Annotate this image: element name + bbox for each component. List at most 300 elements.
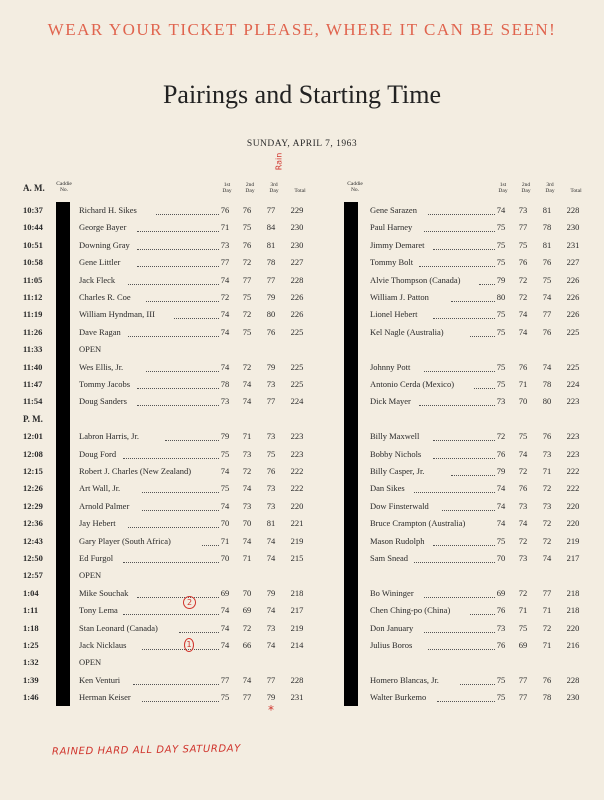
day3-score: 84 [266,222,276,233]
day3-score: 77 [266,396,276,407]
player-name: Dan Sikes [370,483,405,494]
day1-score: 77 [220,674,230,685]
player-name: William J. Patton [370,292,429,302]
leader-dots [123,458,219,459]
day3-score: 76 [542,257,552,268]
day3-header-left: 3rd Day [269,182,279,194]
player-name: Richard H. Sikes [79,205,137,215]
leader-dots [137,231,219,232]
leader-dots [137,405,219,406]
day3-score: 73 [266,379,276,389]
total-score: 231 [290,692,304,703]
player-name: Mason Rudolph [370,535,425,546]
player-name: Billy Maxwell [370,431,420,442]
day1-score: 70 [496,553,506,563]
day1-score: 71 [220,222,230,233]
player-name: Alvie Thompson (Canada) [370,274,461,285]
tee-time: 1:25 [23,640,39,650]
player-name: Stan Leonard (Canada) [79,622,158,633]
total-score: 224 [566,379,580,389]
leader-dots [142,701,219,702]
day2-score: 77 [518,692,528,703]
player-name: Bruce Crampton (Australia) [370,518,466,529]
caddie-header-left: Caddie No. [56,181,72,193]
player-name: George Bayer [79,222,127,233]
leader-dots [424,371,495,372]
leader-dots [142,492,219,493]
day2-score: 74 [242,674,252,685]
tee-time: 10:44 [23,222,43,233]
player-name: Chen Ching-po (China) [370,605,451,616]
day1-score: 75 [496,239,506,250]
day1-score: 74 [496,500,506,511]
day3-score: 76 [266,326,276,337]
day2-score: 69 [242,605,252,616]
total-score: 219 [290,535,304,546]
day2-score: 72 [518,535,528,546]
handwritten-rain-note: Rain [274,152,284,171]
day2-score: 74 [518,326,528,337]
day2-score: 76 [242,205,252,215]
day1-score: 74 [220,500,230,511]
leader-dots [142,649,219,650]
tee-time: 11:54 [23,396,43,407]
player-name: Antonio Cerda (Mexico) [370,379,455,389]
day1-score: 80 [496,292,506,302]
day1-score: 75 [220,483,230,494]
total-score: 230 [290,239,304,250]
total-header-right: Total [570,188,582,194]
player-name: Robert J. Charles (New Zealand) [79,466,192,476]
day2-score: 75 [242,292,252,302]
total-score: 222 [290,483,304,494]
total-score: 220 [290,500,304,511]
day3-score: 74 [542,292,552,302]
tee-time: 12:01 [23,431,43,442]
tee-time: 11:40 [23,361,43,372]
player-name: Jimmy Demaret [370,239,425,250]
day3-score: 81 [542,239,552,250]
day1-score: 74 [220,605,230,616]
tee-time: 11:47 [23,379,43,389]
total-score: 225 [566,326,580,337]
day3-score: 78 [542,222,552,233]
leader-dots [433,458,495,459]
day2-score: 69 [518,640,528,650]
leader-dots [414,562,495,563]
handwritten-circle-2: 2 [183,596,196,609]
day2-score: 72 [242,466,252,476]
player-name: Homero Blancas, Jr. [370,674,439,685]
day2-score: 72 [242,361,252,372]
tee-time: 1:46 [23,692,39,703]
day3-score: 78 [266,257,276,268]
total-score: 223 [566,448,580,459]
day2-score: 76 [518,361,528,372]
day2-score: 71 [518,379,528,389]
tee-time: 1:18 [23,622,39,633]
day2-score: 74 [518,309,528,320]
leader-dots [137,597,219,598]
total-score: 221 [290,518,304,529]
leader-dots [146,301,219,302]
player-name: Ken Venturi [79,674,121,685]
day2-score: 75 [518,431,528,442]
page-title: Pairings and Starting Time [162,80,442,109]
handwritten-asterisk: * [268,703,274,717]
day1-score: 75 [496,257,506,268]
day2-score: 70 [518,396,528,407]
day1-score: 73 [220,396,230,407]
day3-score: 79 [266,361,276,372]
leader-dots [128,336,219,337]
day2-score: 71 [242,553,252,563]
leader-dots [137,249,219,250]
day3-score: 74 [266,640,276,650]
day3-score: 74 [542,361,552,372]
day1-score: 74 [220,361,230,372]
tee-time: 12:43 [23,535,43,546]
leader-dots [174,318,219,319]
day3-score: 79 [266,692,276,703]
day1-score: 75 [496,361,506,372]
player-name: Downing Gray [79,239,130,250]
total-score: 218 [566,587,580,598]
player-name: Gene Littler [79,257,121,268]
day3-score: 72 [542,518,552,529]
handwritten-footer-note: RAINED HARD ALL DAY SATURDAY [51,743,241,758]
day3-score: 71 [542,640,552,650]
player-name: Tommy Bolt [370,257,414,268]
day3-score: 77 [266,205,276,215]
day3-score: 74 [542,553,552,563]
tee-time: 10:37 [23,205,43,215]
day2-score: 74 [518,448,528,459]
leader-dots [433,440,495,441]
tee-time: 12:15 [23,466,43,476]
player-name: Billy Casper, Jr. [370,466,425,476]
day3-score: 73 [266,483,276,494]
day1-header-right: 1st Day [498,182,508,194]
tee-time: 11:05 [23,274,43,285]
day3-score: 77 [266,674,276,685]
leader-dots [156,214,219,215]
leader-dots [424,231,495,232]
day2-score: 76 [242,239,252,250]
day1-score: 76 [496,640,506,650]
day3-score: 73 [266,622,276,633]
day3-score: 74 [266,605,276,616]
leader-dots [146,371,219,372]
total-score: 227 [566,257,580,268]
player-name: Tony Lema [79,605,118,616]
day3-score: 76 [266,466,276,476]
handwritten-circle-1: 1 [184,638,194,652]
day1-score: 75 [496,674,506,685]
total-score: 223 [290,431,304,442]
leader-dots [123,614,219,615]
day1-score: 72 [496,431,506,442]
total-score: 222 [290,466,304,476]
player-name: Johnny Pott [370,361,411,372]
day1-score: 75 [496,379,506,389]
leader-dots [128,284,219,285]
day2-score: 75 [242,222,252,233]
day2-score: 70 [242,518,252,529]
tee-time: 11:12 [23,292,43,302]
player-name: Gene Sarazen [370,205,417,215]
tee-time: 1:11 [23,605,39,616]
day3-score: 79 [266,292,276,302]
total-score: 220 [566,500,580,511]
leader-dots [165,440,219,441]
day1-score: 79 [220,431,230,442]
day3-score: 77 [542,587,552,598]
leader-dots [419,266,495,267]
tee-time: 1:04 [23,587,39,598]
day1-score: 70 [220,553,230,563]
day3-score: 80 [266,309,276,320]
day1-score: 75 [496,326,506,337]
day2-score: 75 [518,239,528,250]
tee-time: 10:51 [23,239,43,250]
player-name: Lionel Hebert [370,309,418,320]
leader-dots [123,562,219,563]
day2-score: 70 [242,587,252,598]
day3-score: 75 [266,448,276,459]
total-score: 222 [566,466,580,476]
leader-dots [437,701,495,702]
day2-score: 73 [242,448,252,459]
day1-score: 74 [220,309,230,320]
day3-score: 78 [542,379,552,389]
day1-score: 74 [220,640,230,650]
day2-score: 72 [518,466,528,476]
total-score: 226 [566,309,580,320]
total-score: 218 [566,605,580,616]
day3-score: 75 [542,274,552,285]
day3-score: 72 [542,622,552,633]
day1-score: 74 [496,205,506,215]
tee-time: 12:26 [23,483,43,494]
player-name: Ed Furgol [79,553,114,563]
day2-score: 74 [242,535,252,546]
day1-score: 75 [496,692,506,703]
player-name: Art Wall, Jr. [79,483,121,494]
day3-score: 81 [266,518,276,529]
tee-time: 12:57 [23,570,43,581]
total-score: 217 [566,553,580,563]
tee-time: 1:39 [23,674,39,685]
leader-dots [419,405,495,406]
player-name: Don January [370,622,414,633]
day1-score: 73 [496,622,506,633]
pm-label: P. M. [23,413,43,424]
player-name: Arnold Palmer [79,500,130,511]
day3-score: 78 [542,692,552,703]
leader-dots [414,492,495,493]
day3-score: 79 [266,587,276,598]
day3-score: 73 [266,431,276,442]
day1-score: 74 [220,466,230,476]
open-slot: OPEN [79,657,102,668]
total-score: 220 [566,518,580,529]
player-name: Jay Hebert [79,518,116,529]
day2-score: 77 [518,674,528,685]
total-score: 219 [566,535,580,546]
player-name: Walter Burkemo [370,692,427,703]
total-score: 223 [290,448,304,459]
player-name: Bobby Nichols [370,448,422,459]
day2-score: 74 [242,379,252,389]
total-score: 230 [290,222,304,233]
total-score: 219 [290,622,304,633]
caddie-numbers-redacted-right [344,202,358,706]
day1-score: 74 [220,326,230,337]
day2-header-right: 2nd Day [521,182,531,194]
day2-score: 73 [242,500,252,511]
day1-score: 70 [220,518,230,529]
player-name: Paul Harney [370,222,413,233]
total-score: 225 [290,326,304,337]
day2-score: 77 [518,222,528,233]
day1-score: 75 [220,448,230,459]
total-score: 224 [290,396,304,407]
day1-score: 71 [220,535,230,546]
player-name: Wes Ellis, Jr. [79,361,124,372]
day3-score: 71 [542,605,552,616]
leader-dots [451,475,495,476]
player-name: Kel Nagle (Australia) [370,326,444,337]
day2-score: 71 [518,605,528,616]
day2-score: 74 [242,396,252,407]
day2-score: 72 [518,292,528,302]
day3-score: 76 [542,326,552,337]
leader-dots [428,649,495,650]
player-name: Labron Harris, Jr. [79,431,139,442]
leader-dots [424,632,495,633]
total-score: 226 [566,292,580,302]
day1-score: 79 [496,466,506,476]
day3-score: 81 [266,239,276,250]
day2-score: 73 [518,205,528,215]
tee-time: 12:08 [23,448,43,459]
day1-score: 73 [220,239,230,250]
day1-score: 74 [220,622,230,633]
day3-header-right: 3rd Day [545,182,555,194]
total-score: 231 [566,239,580,250]
tee-time: 11:33 [23,344,43,355]
total-score: 228 [290,674,304,685]
tee-time: 11:19 [23,309,43,320]
total-score: 223 [566,396,580,407]
leader-dots [128,527,219,528]
leader-dots [442,510,495,511]
day2-score: 72 [518,587,528,598]
day2-score: 77 [242,692,252,703]
day1-score: 76 [220,205,230,215]
total-score: 216 [566,640,580,650]
leader-dots [460,684,495,685]
day3-score: 73 [542,500,552,511]
total-score: 227 [290,257,304,268]
total-score: 225 [566,361,580,372]
day2-score: 72 [242,622,252,633]
day3-score: 73 [266,500,276,511]
player-name: Jack Fleck [79,274,116,285]
day2-score: 72 [242,309,252,320]
day1-score: 75 [496,535,506,546]
tee-time: 12:36 [23,518,43,529]
day2-score: 73 [518,500,528,511]
total-score: 217 [290,605,304,616]
day1-score: 75 [496,222,506,233]
open-slot: OPEN [79,344,102,355]
day3-score: 73 [542,448,552,459]
total-score: 218 [290,587,304,598]
day1-score: 76 [496,605,506,616]
total-score: 215 [290,553,304,563]
total-score: 229 [290,205,304,215]
leader-dots [424,597,495,598]
day1-score: 74 [220,274,230,285]
day1-score: 69 [220,587,230,598]
leader-dots [433,318,495,319]
day2-score: 75 [518,622,528,633]
total-score: 230 [566,692,580,703]
leader-dots [179,632,219,633]
ticket-banner: WEAR YOUR TICKET PLEASE, WHERE IT CAN BE SEEN! [47,20,557,39]
tee-time: 11:26 [23,326,43,337]
total-score: 214 [290,640,304,650]
total-score: 225 [290,379,304,389]
player-name: Jack Nicklaus [79,640,127,650]
day1-score: 76 [496,448,506,459]
day3-score: 74 [266,553,276,563]
player-name: Gary Player (South Africa) [79,535,171,546]
total-score: 226 [566,274,580,285]
day1-score: 78 [220,379,230,389]
total-score: 226 [290,292,304,302]
player-name: Charles R. Coe [79,292,131,302]
player-name: Dick Mayer [370,396,411,407]
player-name: Tommy Jacobs [79,379,131,389]
day2-score: 76 [518,257,528,268]
day2-score: 74 [518,518,528,529]
day2-score: 72 [518,274,528,285]
day1-score: 77 [220,257,230,268]
leader-dots [137,388,219,389]
total-score: 226 [290,309,304,320]
player-name: Mike Souchak [79,587,129,598]
date-line: SUNDAY, APRIL 7, 1963 [246,139,358,149]
player-name: Dow Finsterwald [370,500,429,511]
leader-dots [451,301,495,302]
day1-score: 75 [496,309,506,320]
day3-score: 72 [542,535,552,546]
tee-time: 10:58 [23,257,43,268]
day1-score: 69 [496,587,506,598]
day2-score: 75 [242,326,252,337]
day3-score: 77 [266,274,276,285]
day1-score: 79 [496,274,506,285]
leader-dots [137,266,219,267]
total-score: 228 [290,274,304,285]
day3-score: 76 [542,431,552,442]
day1-score: 74 [496,483,506,494]
player-name: Sam Snead [370,553,409,563]
tee-time: 1:32 [23,657,39,668]
